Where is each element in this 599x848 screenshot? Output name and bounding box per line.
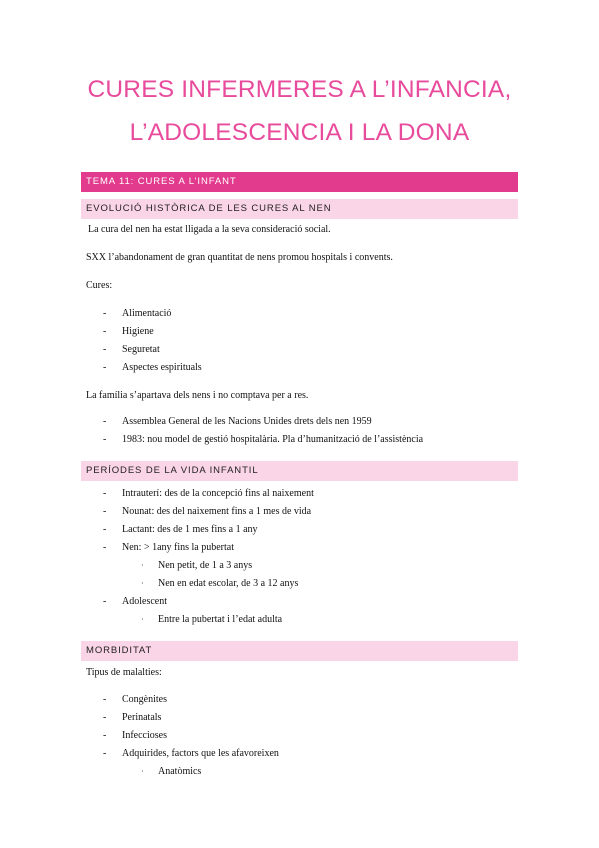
paragraph: SXX l’abandonament de gran quantitat de nens promou hospitals i convents. — [86, 252, 393, 263]
dash-bullet: - — [103, 712, 107, 723]
dash-bullet: - — [103, 308, 107, 319]
section-header-periodes: PERÍODES DE LA VIDA INFANTIL — [81, 461, 518, 481]
sub-list-item: Nen en edat escolar, de 3 a 12 anys — [158, 578, 299, 589]
list-item: Alimentació — [122, 308, 172, 319]
paragraph: La família s’apartava dels nens i no comptava per a res. — [86, 390, 309, 401]
cures-label: Cures: — [86, 280, 113, 291]
dash-bullet: - — [103, 326, 107, 337]
sub-list-item: Nen petit, de 1 a 3 anys — [158, 560, 253, 571]
list-item: Nounat: des del naixement fins a 1 mes de vida — [122, 506, 312, 517]
list-item: Adquirides, factors que les afavoreixen — [122, 748, 279, 759]
list-item: Intrauterí: des de la concepció fins al naixement — [122, 488, 314, 499]
list-item: Congènites — [122, 694, 167, 705]
dash-bullet: - — [103, 748, 107, 759]
list-item: Assemblea General de les Nacions Unides drets dels nen 1959 — [122, 416, 372, 427]
sub-list-item: Entre la pubertat i l’edat adulta — [158, 614, 283, 625]
section-header-tema: TEMA 11: CURES A L’INFANT — [81, 172, 518, 192]
dash-bullet: - — [103, 730, 107, 741]
dot-bullet: · — [141, 579, 144, 588]
paragraph: La cura del nen ha estat lligada a la seva consideració social. — [88, 224, 331, 235]
list-item: Perinatals — [122, 712, 162, 723]
list-item: Lactant: des de 1 mes fins a 1 any — [122, 524, 258, 535]
document-title-line-1: CURES INFERMERES A L’INFANCIA, — [87, 76, 512, 103]
list-item: Adolescent — [122, 596, 167, 607]
dash-bullet: - — [103, 416, 107, 427]
dot-bullet: · — [141, 767, 144, 776]
list-item: Aspectes espirituals — [122, 362, 202, 373]
list-item: 1983: nou model de gestió hospitalària. Pla d’humanització de l’assistència — [122, 434, 424, 445]
dot-bullet: · — [141, 561, 144, 570]
dash-bullet: - — [103, 362, 107, 373]
dash-bullet: - — [103, 344, 107, 355]
list-item: Nen: > 1any fins la pubertat — [122, 542, 234, 553]
list-item: Seguretat — [122, 344, 160, 355]
dash-bullet: - — [103, 434, 107, 445]
document-title-line-2: L’ADOLESCENCIA I LA DONA — [129, 119, 470, 146]
dash-bullet: - — [103, 506, 107, 517]
list-item: Infeccioses — [122, 730, 167, 741]
list-item: Higiene — [122, 326, 154, 337]
section-header-evolucio: EVOLUCIÓ HISTÒRICA DE LES CURES AL NEN — [81, 199, 518, 219]
dot-bullet: · — [141, 615, 144, 624]
dash-bullet: - — [103, 524, 107, 535]
morbiditat-label: Tipus de malalties: — [86, 667, 162, 678]
dash-bullet: - — [103, 488, 107, 499]
dash-bullet: - — [103, 694, 107, 705]
dash-bullet: - — [103, 596, 107, 607]
dash-bullet: - — [103, 542, 107, 553]
sub-list-item: Anatòmics — [158, 766, 202, 777]
section-header-morbiditat: MORBIDITAT — [81, 641, 518, 661]
